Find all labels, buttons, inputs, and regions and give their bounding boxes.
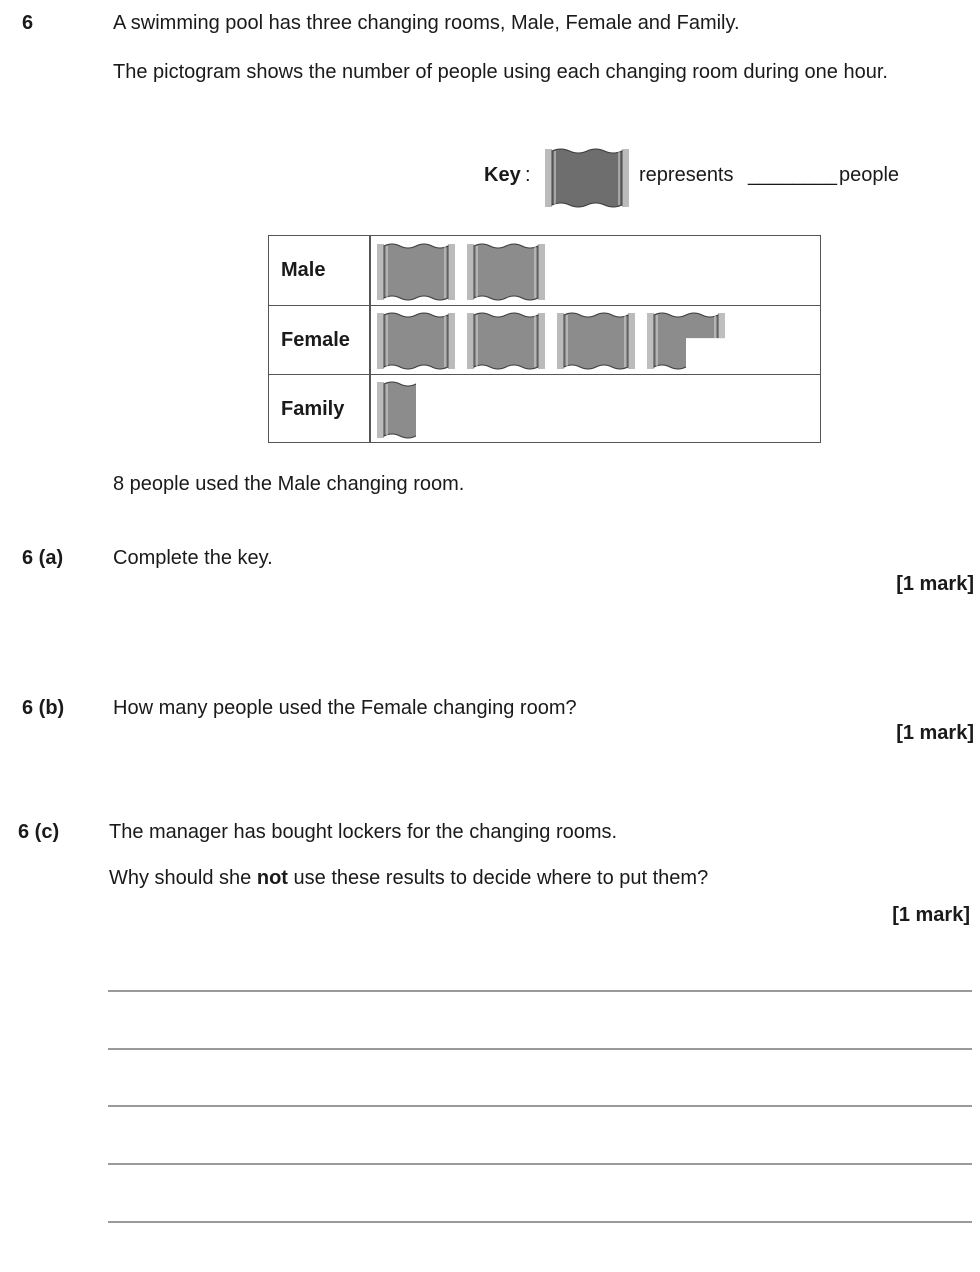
column-divider <box>369 375 371 442</box>
part-c-text-1: The manager has bought lockers for the changing rooms. <box>109 821 618 843</box>
answer-line-4[interactable] <box>108 1163 972 1165</box>
part-b-number: 6 (b) <box>22 697 65 719</box>
family-symbols <box>377 380 817 440</box>
row-label-female: Female <box>281 329 350 351</box>
key-people: people <box>839 164 900 186</box>
statement-text: 8 people used the Male changing room. <box>113 473 465 495</box>
female-symbols <box>377 311 817 371</box>
male-towel-symbol-2 <box>467 244 545 300</box>
key-label: Key <box>484 164 521 186</box>
answer-line-5[interactable] <box>108 1221 972 1223</box>
key-represents: represents <box>639 164 734 186</box>
column-divider <box>369 236 371 306</box>
part-a-mark: [1 mark] <box>896 573 974 595</box>
part-a-text: Complete the key. <box>113 547 273 569</box>
key-colon: : <box>525 164 531 186</box>
row-label-male: Male <box>281 259 326 281</box>
intro-text-1: A swimming pool has three changing rooms, Male, Female and Family. <box>113 12 740 34</box>
pictogram-row-family <box>269 374 820 442</box>
answer-line-3[interactable] <box>108 1105 972 1107</box>
part-c-text-2b: use these results to decide where to put them? <box>287 867 709 889</box>
pictogram-row-male <box>269 236 820 306</box>
part-c-mark: [1 mark] <box>892 904 970 926</box>
part-c-text-2a: Why should she <box>109 867 257 889</box>
pictogram-row-female <box>269 305 820 375</box>
female-towel-symbol-3 <box>557 313 635 369</box>
male-towel-symbol-1 <box>377 244 455 300</box>
key-towel-symbol <box>545 149 629 207</box>
female-towel-symbol-4 <box>647 313 725 369</box>
column-divider <box>369 306 371 375</box>
row-label-family: Family <box>281 398 345 420</box>
part-b-mark: [1 mark] <box>896 722 974 744</box>
family-towel-symbol-1 <box>377 382 455 438</box>
female-towel-symbol-1 <box>377 313 455 369</box>
part-a-number: 6 (a) <box>22 547 64 569</box>
male-symbols <box>377 242 817 302</box>
answer-line-2[interactable] <box>108 1048 972 1050</box>
part-c-text-2-bold: not <box>256 867 288 889</box>
question-number: 6 <box>22 12 34 34</box>
part-b-text: How many people used the Female changing room? <box>113 697 577 719</box>
intro-text-2: The pictogram shows the number of people using each changing room during one hour. <box>113 61 888 83</box>
answer-line-1[interactable] <box>108 990 972 992</box>
key-towel-icon <box>544 147 630 209</box>
key <box>484 145 924 210</box>
pictogram-table <box>268 235 821 443</box>
part-c-text-2 <box>109 867 708 890</box>
part-c-number: 6 (c) <box>18 821 60 843</box>
key-blank[interactable]: ________ <box>748 164 837 186</box>
female-towel-symbol-2 <box>467 313 545 369</box>
